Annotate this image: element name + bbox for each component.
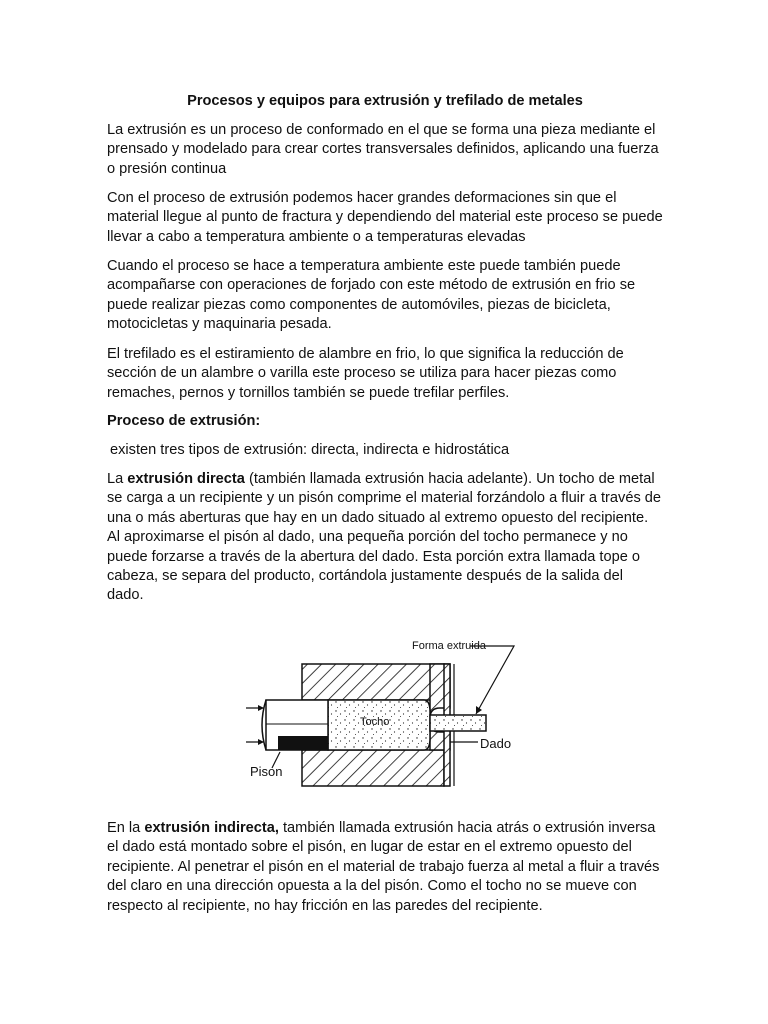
paragraph-extrusion-definition: La extrusión es un proceso de conformado en el que se forma una pieza mediante el prensado y modelado para crear cortes transversales definidos, aplicando una fuerza o presión continua bbox=[107, 122, 659, 177]
text-run: (también llamada extrusión hacia adelante). Un tocho de metal se carga a un recipiente y un pisón comprime el material forzándolo a fluir a través de una o más aberturas que hay en un dado situado al extremo opuesto del recipiente. Al aproximarse el pisón al dado, una pequeña porción del tocho permanece y no puede forzarse a través de la abertura del dado. Esta porción extra llamada tope o cabeza, se separa del producto, cortándola justamente después de la salida del dado. bbox=[107, 471, 662, 604]
heading-extrusion-process: Proceso de extrusión: bbox=[107, 413, 261, 429]
paragraph-direct-extrusion bbox=[107, 470, 663, 606]
paragraph-extrusion-deformation: Con el proceso de extrusión podemos hacer grandes deformaciones sin que el material llegue al punto de fractura y dependiendo del material este proceso se puede llevar a cabo a temperatura ambiente o a temperaturas elevadas bbox=[107, 190, 663, 245]
paragraph-extrusion-types: existen tres tipos de extrusión: directa, indirecta e hidrostática bbox=[110, 442, 510, 458]
text-run: En la bbox=[107, 820, 145, 836]
bold-term-direct-extrusion: extrusión directa bbox=[127, 471, 245, 487]
label-forma-extruida: Forma extruida bbox=[412, 640, 486, 652]
extruded-shape bbox=[430, 715, 486, 731]
paragraph-indirect-extrusion bbox=[107, 819, 663, 916]
direct-extrusion-diagram bbox=[244, 628, 526, 792]
label-dado: Dado bbox=[480, 736, 512, 751]
dummy-block bbox=[278, 736, 328, 750]
bold-term-indirect-extrusion: extrusión indirecta, bbox=[144, 820, 279, 836]
text-run: La bbox=[107, 471, 128, 487]
label-pison: Pison bbox=[250, 764, 283, 779]
paragraph-trefilado: El trefilado es el estiramiento de alambre en frio, lo que significa la reducción de sección de un alambre o varilla este proceso se utiliza para hacer piezas como remaches, pernos y tornillos también se puede trefilar perfiles. bbox=[107, 346, 624, 401]
container-wall-bottom bbox=[302, 750, 444, 786]
paragraph-cold-extrusion: Cuando el proceso se hace a temperatura ambiente este puede también puede acompañarse con operaciones de forjado con este método de extrusión en frio se puede realizar piezas como componentes de automóviles, piezas de bicicleta, motocicletas y maquinaria pesada. bbox=[107, 258, 636, 333]
label-tocho: Tocho bbox=[360, 716, 390, 728]
container-wall-top bbox=[302, 664, 444, 700]
document-title: Procesos y equipos para extrusión y trefilado de metales bbox=[187, 93, 583, 109]
text-run: también llamada extrusión hacia atrás o extrusión inversa el dado está montado sobre el pisón, en lugar de estar en el extremo opuesto del recipiente. Al penetrar el pisón en el material de trabajo fuerza al metal a fluir a través del claro en una dirección opuesta a la del pisón. Como el tocho no se mueve con respecto al recipiente, no hay fricción en las paredes del recipiente. bbox=[107, 820, 660, 914]
